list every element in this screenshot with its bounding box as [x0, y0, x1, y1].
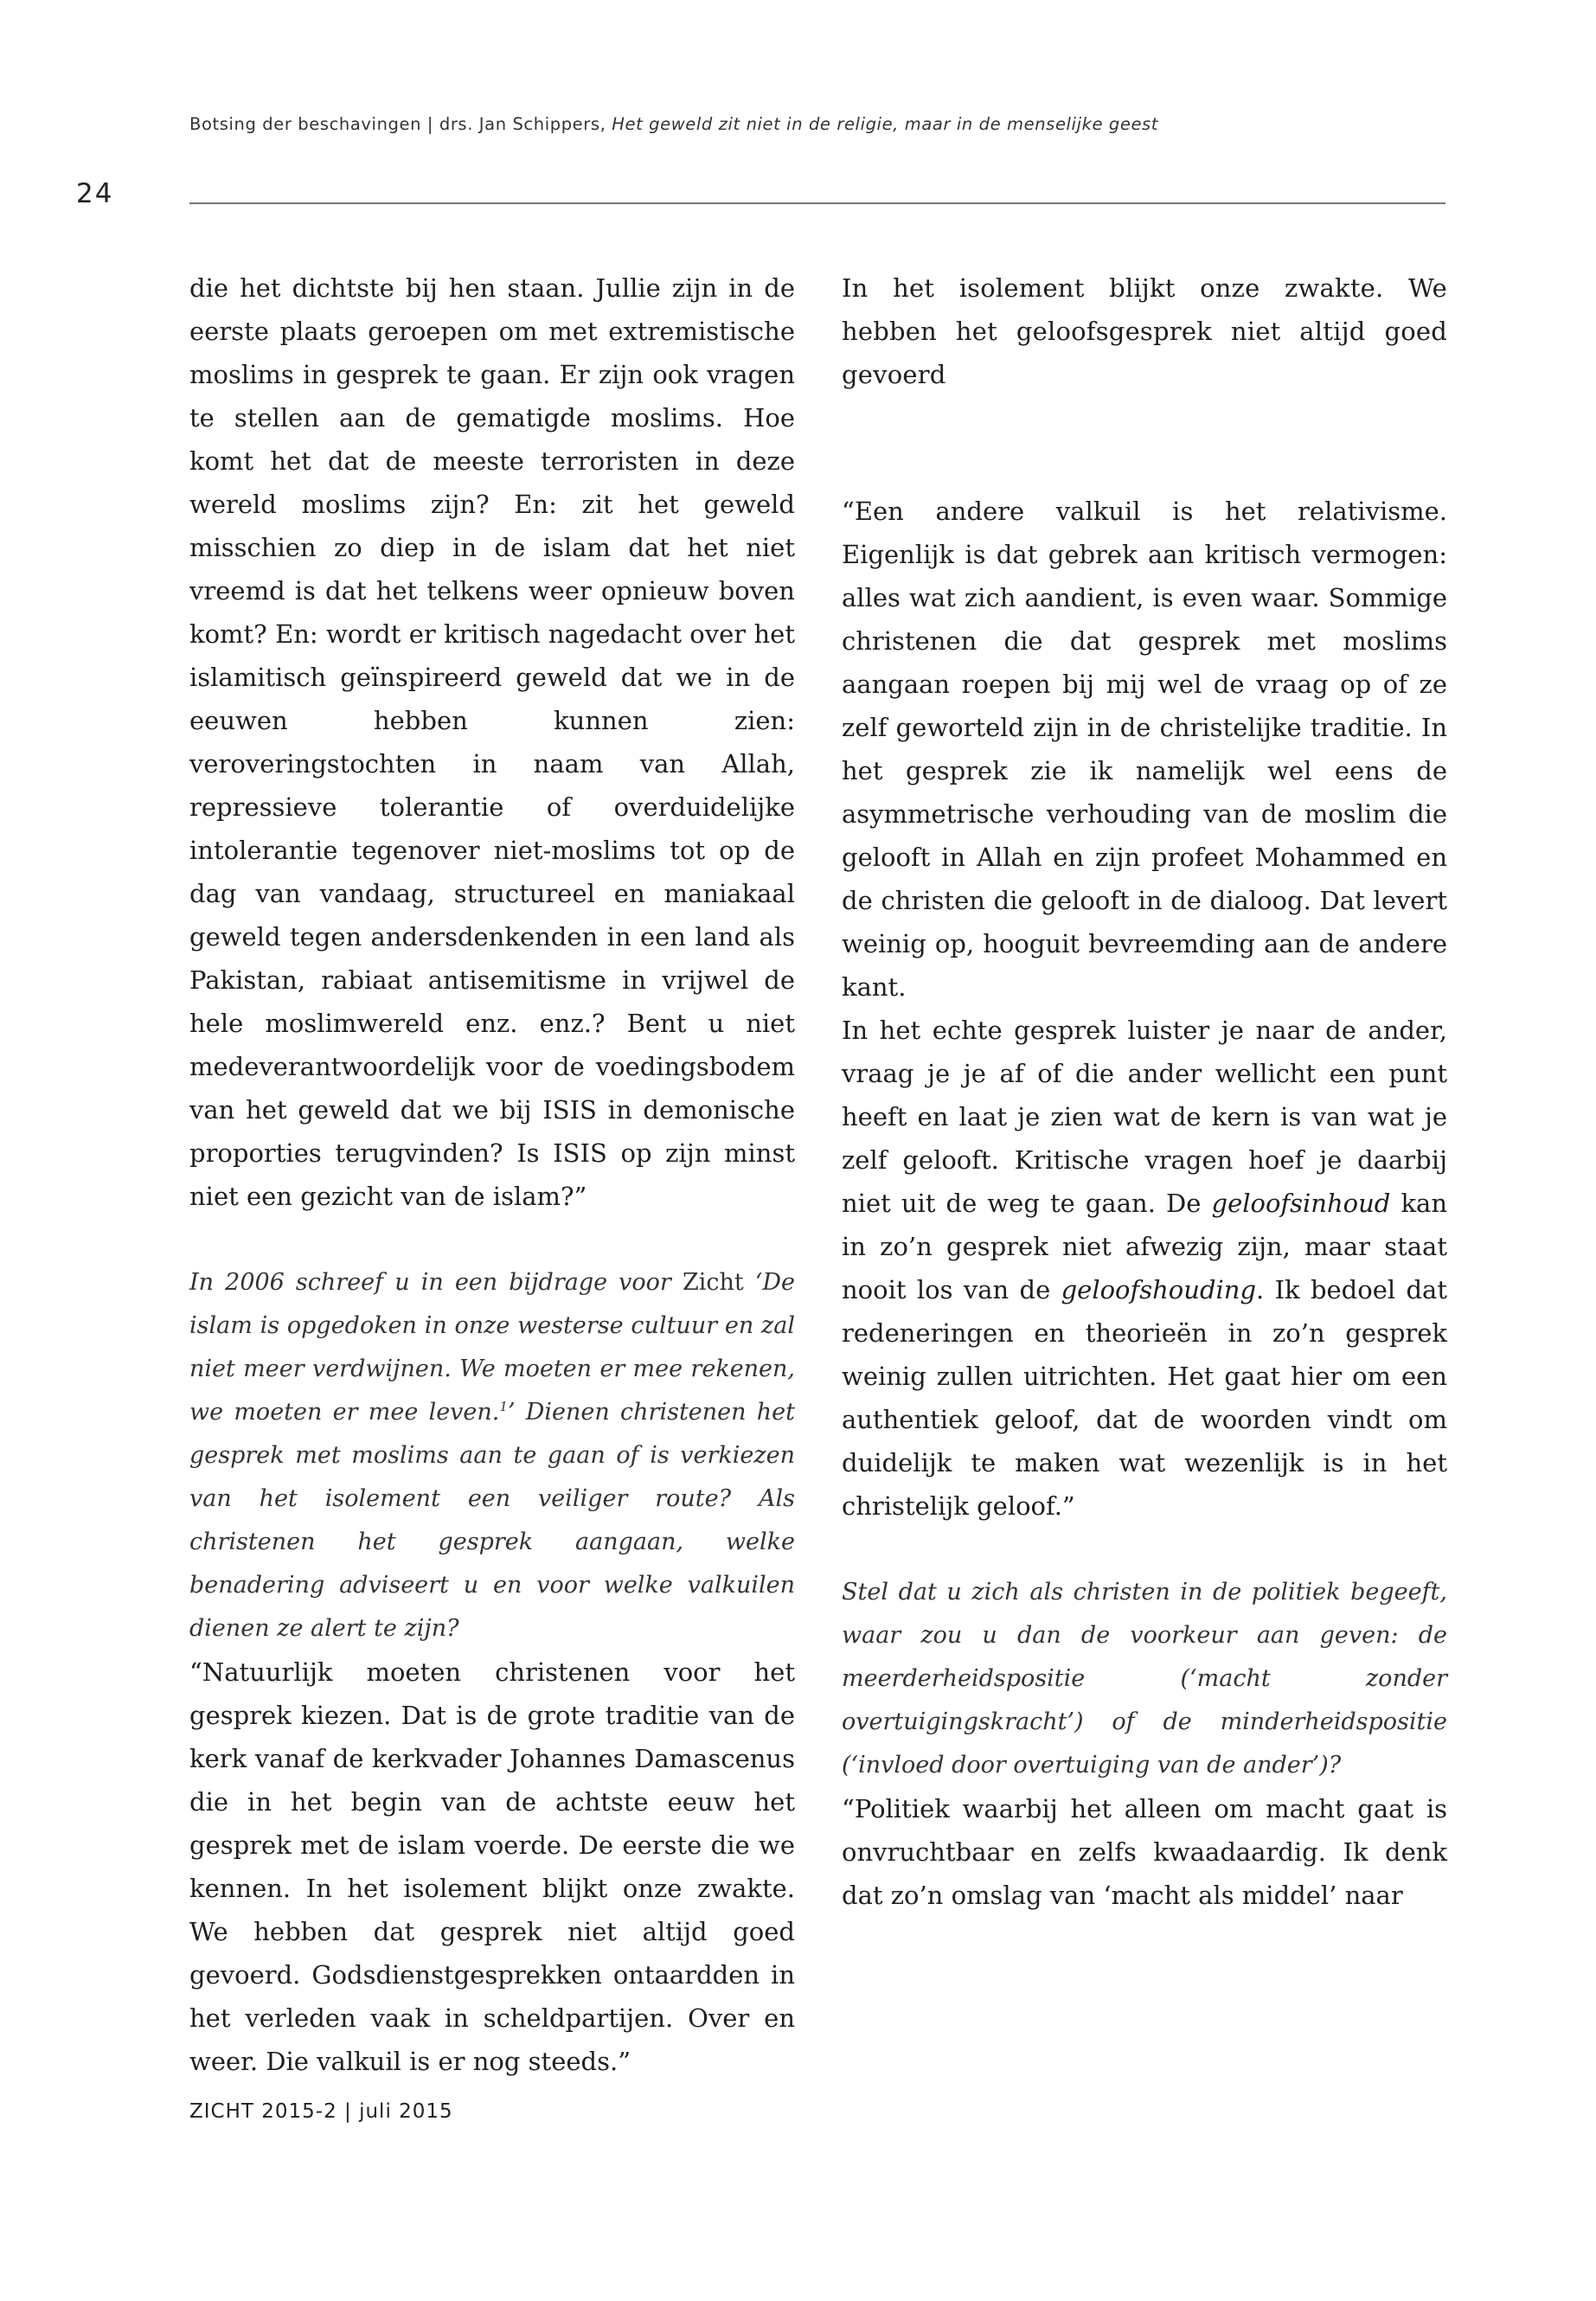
- body-paragraph-5: “Politiek waarbij het alleen om macht gaat is onvruchtbaar en zelfs kwaadaardig. Ik denk dat zo’n omslag van ‘macht als middel’ naar: [842, 1794, 1447, 1910]
- question-text-c: ’ Dienen christenen het gesprek met moslims aan te gaan of is verkiezen van het isolement een veiliger route? Als christenen het gesprek aangaan, welke benadering adviseert u en voor welke valkuilen dienen ze alert te zijn?: [189, 1399, 795, 1642]
- left-column: [189, 266, 795, 2083]
- body-paragraph-1: die het dichtste bij hen staan. Jullie zijn in de eerste plaats geroepen om met extremistische moslims in gesprek te gaan. Er zijn ook vragen te stellen aan de gematigde moslims. Hoe komt het dat de meeste terroristen in deze wereld moslims zijn? En: zit het geweld misschien zo diep in de islam dat het niet vreemd is dat het telkens weer opnieuw boven komt? En: wordt er kritisch nagedacht over het islamitisch geïnspireerd geweld dat we in de eeuwen hebben kunnen zien: veroveringstochten in naam van Allah, repressieve tolerantie of overduidelijke intolerantie tegenover niet-moslims tot op de dag van vandaag, structureel en maniakaal geweld tegen andersdenkenden in een land als Pakistan, rabiaat antisemitisme in vrijwel de hele moslimwereld enz. enz.? Bent u niet medeverantwoordelijk voor de voedingsbodem van het geweld dat we bij ISIS in demonische proporties terugvinden? Is ISIS op zijn minst niet een gezicht van de islam?”: [189, 273, 795, 1211]
- magazine-name: Zicht: [682, 1269, 744, 1296]
- emphasis-geloofshouding: geloofshouding: [1061, 1275, 1257, 1304]
- running-header-prefix: Botsing der beschavingen | drs. Jan Schippers,: [189, 114, 612, 134]
- interview-question-1: [189, 1261, 795, 1650]
- paragraph-4-text-b: kan in zo’n gesprek niet afwezig zijn, maar staat nooit los van de: [842, 1189, 1447, 1304]
- running-header: [189, 114, 1452, 134]
- question-text-b: ‘De islam is opgedoken in onze westerse cultuur en zal niet meer verdwijnen. We moeten er mee rekenen, we moeten er mee leven.: [189, 1269, 795, 1426]
- question-text-a: In 2006 schreef u in een bijdrage voor: [189, 1269, 683, 1296]
- footer-issue-info: ZICHT 2015-2 | juli 2015: [189, 2100, 453, 2123]
- running-header-article-title: Het geweld zit niet in de religie, maar in de menselijke geest: [612, 114, 1159, 134]
- emphasis-geloofsinhoud: geloofsinhoud: [1211, 1189, 1391, 1218]
- interview-question-2: Stel dat u zich als christen in de politiek begeeft, waar zou u dan de voorkeur aan geven: de meerderheidspositie (‘macht zonder overtuigingskracht’) of de minderheidspositie (‘invloed door overtuiging van de ander’)?: [842, 1579, 1447, 1779]
- footnote-marker: 1: [499, 1399, 508, 1414]
- body-paragraph-2: “Natuurlijk moeten christenen voor het gesprek kiezen. Dat is de grote traditie van de kerk vanaf de kerkvader Johannes Damascenus die in het begin van de achtste eeuw het gesprek met de islam voerde. De eerste die we kennen. In het isolement blijkt onze zwakte. We hebben dat gesprek niet altijd goed gevoerd. Godsdienstgesprekken ontaardden in het verleden vaak in scheldpartijen. Over en weer. Die valkuil is er nog steeds.”: [189, 1657, 795, 2076]
- pull-quote: In het isolement blijkt onze zwakte. We hebben het geloofsgesprek niet altijd goed gevoerd: [842, 273, 1447, 389]
- body-paragraph-3: “Een andere valkuil is het relativisme. Eigenlijk is dat gebrek aan kritisch vermogen: alles wat zich aandient, is even waar. Sommige christenen die dat gesprek met moslims aangaan roepen bij mij wel de vraag op of ze zelf geworteld zijn in de christelijke traditie. In het gesprek zie ik namelijk wel eens de asymmetrische verhouding van de moslim die gelooft in Allah en zijn profeet Mohammed en de christen die gelooft in de dialoog. Dat levert weinig op, hooguit bevreemding aan de andere kant.: [842, 497, 1447, 1002]
- right-column: [842, 266, 1447, 1917]
- body-paragraph-4: [842, 1009, 1447, 1528]
- paragraph-4-text-c: . Ik bedoel dat redeneringen en theorieën in zo’n gesprek weinig zullen uitrichten. Het gaat hier om een authentiek geloof, dat de woorden vindt om duidelijk te maken wat wezenlijk is in het christelijk geloof.”: [842, 1275, 1447, 1521]
- header-rule: [189, 202, 1445, 204]
- paragraph-4-text-a: In het echte gesprek luister je naar de ander, vraag je je af of die ander wellicht een punt heeft en laat je zien wat de kern is van wat je zelf gelooft. Kritische vragen hoef je daarbij niet uit de weg te gaan. De: [842, 1016, 1447, 1218]
- page-number: 24: [76, 178, 114, 209]
